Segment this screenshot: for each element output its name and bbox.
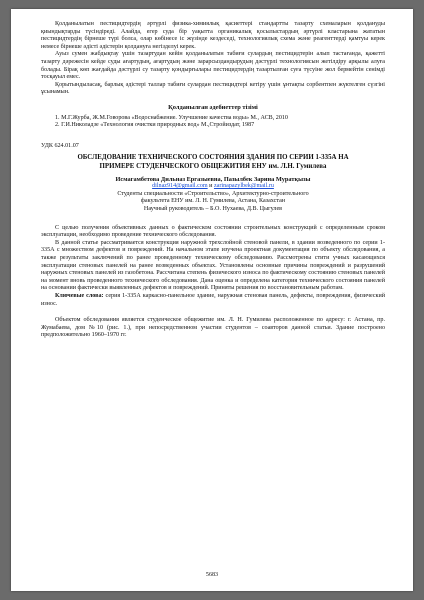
udk-code: УДК 624.01.07 (41, 142, 79, 149)
supervisor-line: Научный руководитель – Б.О. Нухаева, Д.В. Цыгулев (143, 206, 283, 213)
keywords (41, 293, 385, 308)
reference-item: 1. М.Г.Журба, Ж.М.Говорова «Водоснабжение. Улучшение качества воды» М., АСВ, 2010 (55, 114, 288, 121)
article-title-line: ПРИМЕРЕ СТУДЕНЧЕСКОГО ОБЩЕЖИТИЯ ЕНУ им. Л.Н. Гумилева (99, 162, 327, 170)
page-number: 5683 (205, 572, 219, 578)
document-page (11, 9, 413, 591)
email-link[interactable]: zarinapazylbek@mail.ru (213, 183, 274, 190)
author-emails (41, 183, 385, 191)
page-content (41, 21, 385, 340)
kz-paragraph-3: Қорытындыласақ, барлық әдістері таллар табиғи сулардан пестицидтері кетіру үшін ұнтақты сорбентпен жүктелген сүзгіні ұсынамын. (41, 81, 385, 96)
keywords-label: Ключевые слова: (55, 293, 104, 300)
kz-paragraph-2: Ауыз сумен жабдықтау үшін тазартудан кейін қолданылатын табиғи сулардың пестицидтерін алып тастағанда, қажетті тазарту дәрежесін кейде суды ағартудың, ағартудың және зарарсыздандырудың дәстүрлі технологиясын жетілдіру арқылы алуға болады. Бірақ көп жағдайда дәстүрлі су тазарту қондырғылары пестицидтердің тазартылған суға түсуіне жол бермейтін сенімді тосқауыл емес. (41, 51, 385, 81)
article-title (41, 154, 385, 171)
abstract-paragraph: В данной статье рассматривается конструкция наружной трехслойной стеновой панели, в здании возведенного по серии 1-335А с множеством дефектов и повреждений. На начальном этапе изучена проектная документация по объекту обследования, а также результаты заключений по ранее проведенному техническому обследованию. Рассмотрены стити учных касающихся эксплуатации стеновых панелей на ранее возведенных объектах. Установлены основные причины повреждений и разрушений наружных стеновых панелей из газобетона. Рассчитана степень физического износа по фактическому состоянию стеновых панелей на момент вновь проведенного технического обследования. Дана оценка и определена категория технического состояния панелей на основании фактически выявленных дефектов и повреждений. Приняты решения по восстановительным работам. (41, 239, 385, 292)
reference-item: 2. Г.И.Николадзе «Технология очистки природных вод» М.,Стройиздат, 1987 (55, 122, 255, 129)
abstract-paragraph: С целью получения объективных данных о фактическом состоянии строительных конструкций с определенным сроком эксплуатации, необходимо проведение технического обследования. (41, 224, 385, 239)
email-link[interactable]: dilnaz914@gmail.com (152, 183, 208, 190)
body-paragraph: Объектом обследования является студенческое общежитие им. Л. Н. Гумилева расположенное по адресу: г. Астана, пр. Жумабаева, дом №10 (рис. 1.), при непосредственном участии студентов – соавторов данной статьи. Здание построено предположительно 1960–1970 гг. (41, 317, 385, 339)
abstract (41, 225, 385, 309)
kz-paragraph-1: Қолданылатын пестицидтердің әртүрлі физика-химиялық қасиеттері стандартты тазарту схемаларын қолдануды қиындықтарды түсіндіреді. Алайда, егер суда бір уақытта органикалық қосылыстардың әртүрлі кластарына жататын пестицидтердің бірнеше түрі болса, олар көбінесе іс жүзінде кездеседі, технологиялық схема және реагенттерді қамтуы керек немесе бірнеше әдісті әдістерін қолдануға негізделуі керек. (41, 21, 385, 50)
affiliation-line: Студенты специальности «Строительство», Архитектурно-строительного (117, 190, 309, 197)
article-authors: Исмагамбетова Дильназ Ергазыевна, Пазылбек Зарина Муратқызы (115, 175, 311, 183)
affiliation-line: факультета ЕНУ им. Л. Н. Гумилева, Астана, Казахстан (140, 198, 286, 205)
references-title: Қолданылған әдебиеттер тізімі (168, 103, 258, 111)
keywords-text: серия 1-335А каркасно-панельное здание, наружная стеновая панель, дефекты, повреждения, физический износ. (41, 293, 385, 307)
article-title-line: ОБСЛЕДОВАНИЕ ТЕХНИЧЕСКОГО СОСТОЯНИЯ ЗДАНИЯ ПО СЕРИИ 1-335А НА (77, 154, 349, 162)
email-separator: и (207, 183, 214, 190)
